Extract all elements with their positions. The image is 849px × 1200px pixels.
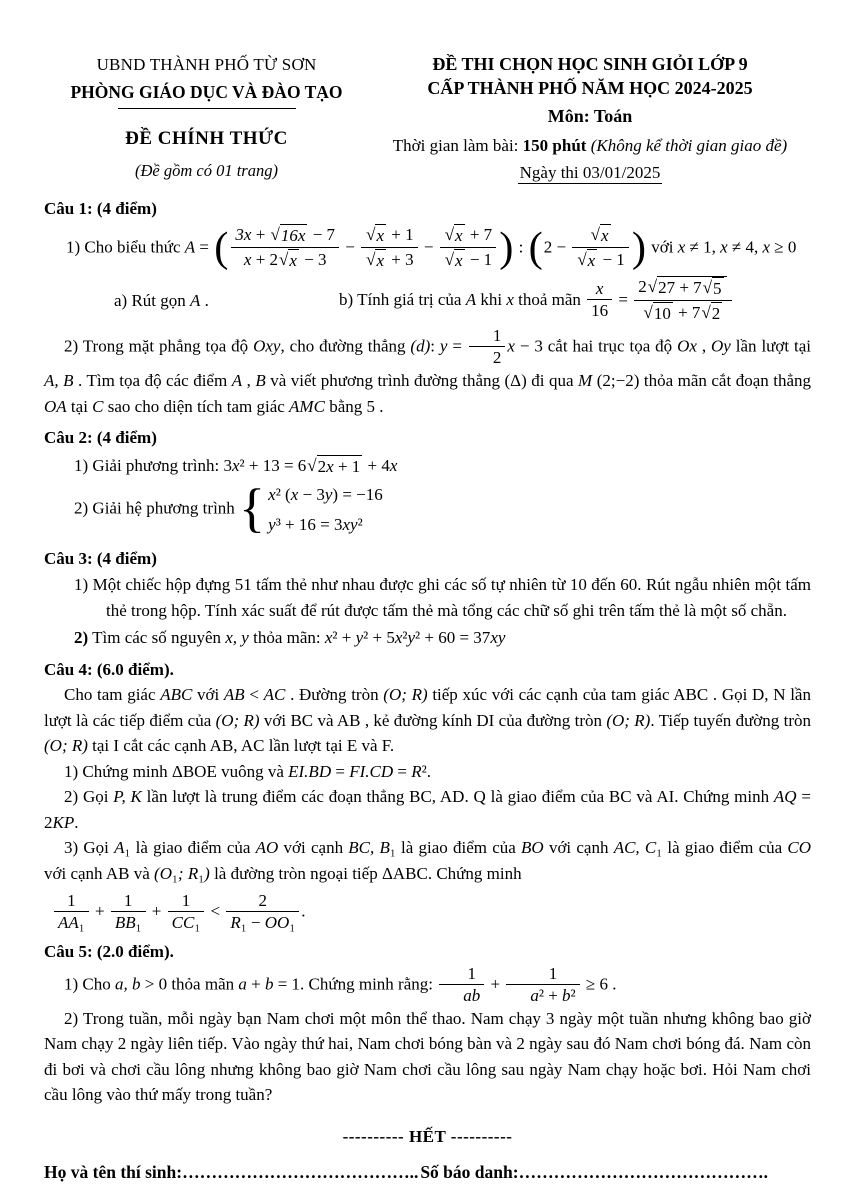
question1-heading: Câu 1: (4 điểm) [44,198,157,218]
question5-heading: Câu 5: (2.0 điểm). [44,942,174,962]
question5-part2: 2) Trong tuần, mỗi ngày bạn Nam chơi một môn thể thao. Nam chạy 3 ngày một tuần nhưng không bao giờ Nam chạy 2 ngày liên tiếp. Vào ngày thứ hai, Nam chơi bóng bàn và 2 ngày sau đó Nam chơi bóng đá. Nam còn đi bơi và chơi cầu lông nhưng không bao giờ Nam chơi cầu lông sau ngày Nam chạy hoặc bơi. Hỏi Nam chơi cầu lông vào thứ mấy trong tuần? [44,1008,811,1105]
header-left-block [44,52,369,186]
question3-part2: 2) Tìm các số nguyên x, y thỏa mãn: x² + y² + 5x²y² + 60 = 37xy [74,628,506,648]
question4-part1: 1) Chứng minh ΔBOE vuông và EI.BD = FI.CD = R². [64,761,431,781]
org-name-line2: PHÒNG GIÁO DỤC VÀ ĐÀO TẠO [70,81,343,102]
candidate-info-line [44,1159,811,1185]
question1-part1b: b) Tính giá trị của A khi x thoả mãn $\frac{x}{16}$ = 2 √ 27 + 7 √ 5 √ 10 + 7 √ 2 [339,277,811,326]
question1-part1-expression: 1) Cho biểu thức A = ( 3x + √ 16x − 7 x + 2 √ x − 3 − √ x + 1 √ x + 3 − √ x + 7 √ x − 1 ) : (2 − √ x √ x − 1 ) với x ≠ 1, x ≠ 4, x ≥ 0 [66,223,797,271]
time-duration: 150 phút [522,135,591,155]
question1-subparts-row [44,277,811,326]
end-of-exam-marker: ---------- HẾT ---------- [342,1126,513,1146]
question4-part3: 3) Gọi A₁ là giao điểm của AO với cạnh BC, B₁ là giao điểm của BO với cạnh AC, C₁ là giao điểm của CO với cạnh AB và (O₁; R₁) là đường tròn ngoại tiếp ΔABC. Chứng minh [44,838,812,883]
question2-part1: 1) Giải phương trình: 3x² + 13 = 6 √ 2x + 1 + 4x [74,455,398,476]
document-header [44,52,811,186]
exam-title-line2: CẤP THÀNH PHỐ NĂM HỌC 2024-2025 [427,78,753,99]
question5-part1: 1) Cho a, b > 0 thỏa mãn a + b = 1. Chứng minh rằng: $\frac{1}{ab}$ + $\frac{1}{\text{a² + b²}}$ ≥ 6 . [64,963,617,1005]
question4-heading: Câu 4: (6.0 điểm). [44,659,174,679]
exam-title-line1: ĐỀ THI CHỌN HỌC SINH GIỎI LỚP 9 [432,54,748,74]
candidate-name-field: Họ và tên thí sinh:………………………………….. [44,1162,419,1183]
question1-part2: 2) Trong mặt phẳng tọa độ Oxy, cho đường thẳng (d): y = $\frac{1}{2}$ x − 3 cắt hai trục tọa độ Ox , Oy lần lượt tại A, B . Tìm tọa độ các điểm A , B và viết phương trình đường thẳng (Δ) đi qua M (2;−2) thỏa mãn cắt đoạn thẳng OA tại C sao cho diện tích tam giác AMC bằng 5 . [44,326,812,416]
question3-part1: 1) Một chiếc hộp đựng 51 tấm thẻ như nhau được ghi các số tự nhiên từ 10 đến 60. Rút ngẫu nhiên một tấm thẻ trong hộp. Tính xác suất để rút được tấm thẻ mà tổng các chữ số ghi trên tấm thẻ là một số chẵn. [74,575,811,620]
time-limit-line [369,133,811,159]
subject-label: Môn: Toán [547,105,633,126]
header-left-underline [118,108,296,109]
question4-intro: Cho tam giác ABC với AB < AC . Đường tròn (O; R) tiếp xúc với các cạnh của tam giác ABC . Gọi D, N lần lượt là các tiếp điểm của (O; R) với BC và AB , kẻ đường kính DI của đường tròn (O; R). Tiếp tuyến đường tròn (O; R) tại I cắt các cạnh AB, AC lần lượt tại E và F. [44,685,811,756]
question4-part3-formula: $\frac{1}{\text{AA₁}}$ + $\frac{1}{\text{BB₁}}$ + $\frac{1}{\text{CC₁}}$ < $\frac{2}{\text{R₁ − OO₁}}$ . [52,892,811,933]
exam-date: Ngày thi 03/01/2025 [519,163,661,183]
page-count-note: (Đề gồm có 01 trang) [135,161,278,181]
exam-date-line [369,160,811,186]
question2-part2: 2) Giải hệ phương trình { x² (x − 3y) = −16 y³ + 16 = 3xy² [74,477,383,538]
time-prefix: Thời gian làm bài: [392,135,523,155]
org-name-line1: UBND THÀNH PHỐ TỪ SƠN [96,55,317,74]
question3-heading: Câu 3: (4 điểm) [44,548,157,568]
question2-heading: Câu 2: (4 điểm) [44,428,157,448]
question1-part1a: a) Rút gọn A . [114,291,209,311]
candidate-number-field: Số báo danh:……………………………………. [420,1162,768,1183]
official-exam-label: ĐỀ CHÍNH THỨC [125,127,288,149]
header-right-block [369,52,811,186]
question4-part2: 2) Gọi P, K lần lượt là trung điểm các đoạn thẳng BC, AD. Q là giao điểm của BC và AI. Chứng minh AQ = 2KP. [44,787,811,832]
time-note: (Không kể thời gian giao đề) [590,135,788,155]
